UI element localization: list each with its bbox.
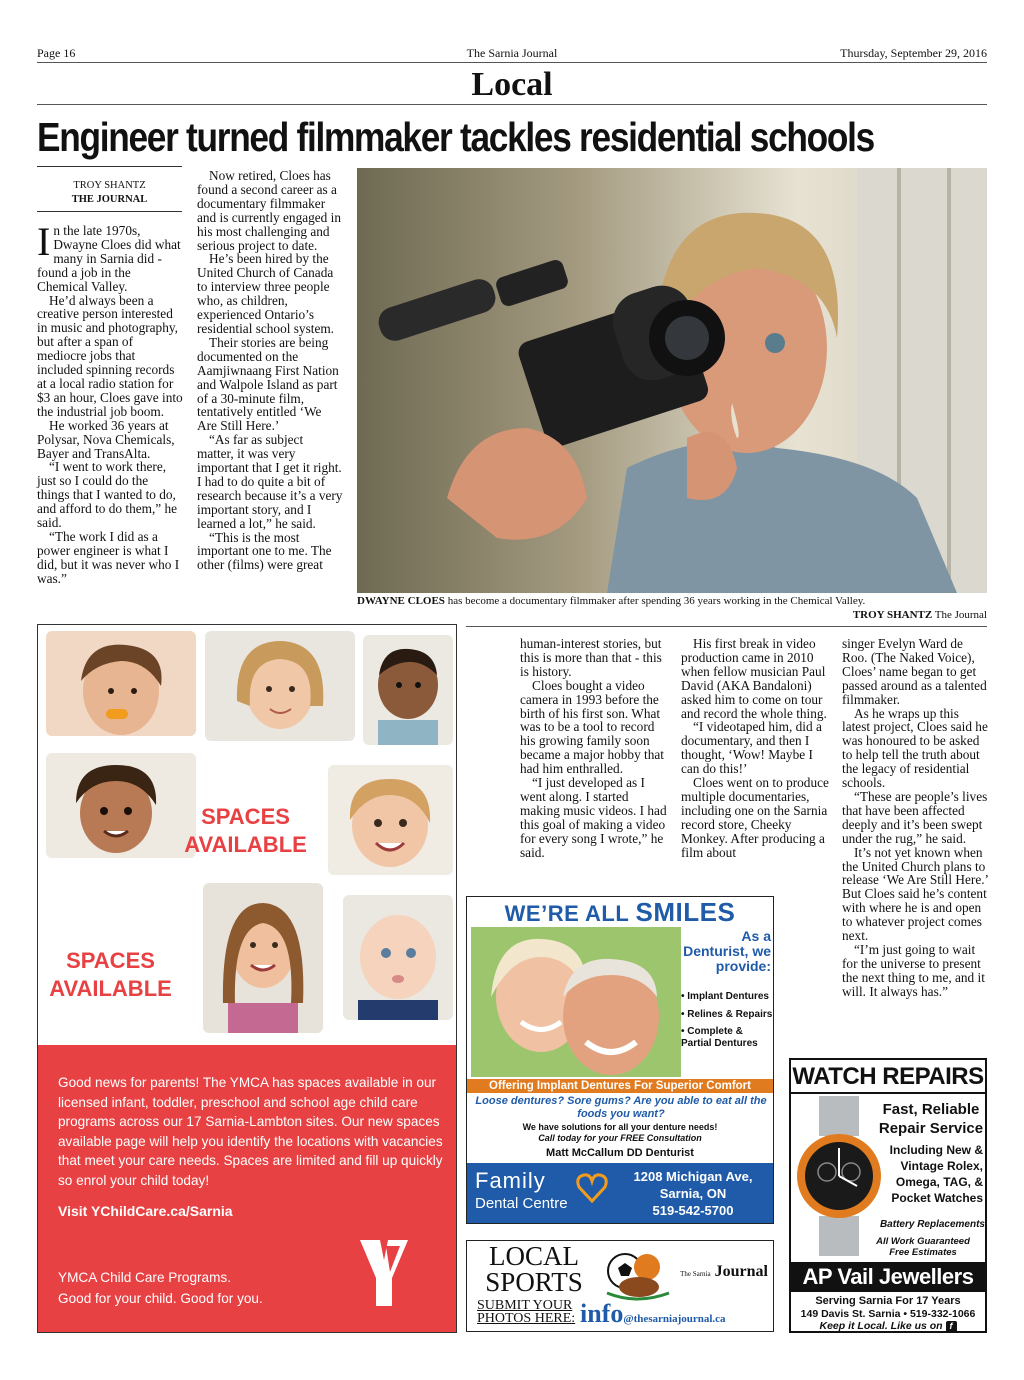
heading-b: SMILES xyxy=(635,897,736,927)
sports-balls-icon xyxy=(597,1245,677,1303)
bullet: Relines & Repairs xyxy=(687,1008,773,1020)
lower-rule xyxy=(466,626,987,627)
watch-store-name: AP Vail Jewellers xyxy=(791,1262,985,1292)
dental-phone: 519-542-5700 xyxy=(652,1203,734,1218)
paragraph: “I videotaped him, did a documentary, and then I thought, ‘Wow! Maybe I can do this!’ xyxy=(681,719,822,777)
child-illustration xyxy=(328,765,453,875)
paragraph: “I’m just going to wait for the universe to present the next thing to me, and it will. It always has.” xyxy=(842,941,985,999)
dental-heading xyxy=(467,897,773,929)
heading-a: WE’RE ALL xyxy=(504,901,629,926)
article-column-3 xyxy=(520,637,668,860)
watch-image xyxy=(793,1096,885,1256)
ymca-link[interactable]: Visit YChildCare.ca/Sarnia xyxy=(58,1203,233,1219)
dental-call: Call today for your FREE Consultation xyxy=(538,1133,702,1143)
paragraph: As he wraps up this latest project, Cloes said he was honoured to be asked to help tell the truth about the legacy of residential schools. xyxy=(842,705,988,791)
paragraph: Cloes bought a video camera in 1993 before the birth of his first son. What was to be a tool to record his growing family soon became a major hobby that had him enthralled. xyxy=(520,677,664,777)
email-a: info xyxy=(580,1299,624,1328)
ymca-ad[interactable] xyxy=(37,624,457,1333)
spaces-available-1: SPACES AVAILABLE xyxy=(184,804,307,857)
sports-line-1: LOCAL xyxy=(489,1241,579,1271)
paragraph: He’d always been a creative person interested in music and photography, but after a span of mediocre jobs that included spinning records at a local radio station for $3 an hour, Cloes gave into the industrial job boom. xyxy=(37,292,183,419)
tagline-1: YMCA Child Care Programs. xyxy=(58,1270,231,1285)
watch-guarantee xyxy=(861,1236,985,1258)
paragraph: “This is the most important one to me. The other (films) were great xyxy=(197,529,332,573)
sports-line-2: SPORTS xyxy=(485,1267,583,1297)
issue-date: Thursday, September 29, 2016 xyxy=(840,46,987,60)
watch-fast: Fast, Reliable Repair Service xyxy=(878,1101,984,1137)
dental-banner: Offering Implant Dentures For Superior Comfort xyxy=(467,1079,773,1093)
child-photo xyxy=(328,765,453,875)
paragraph: “The work I did as a power engineer is what I did, but it was never who I was.” xyxy=(37,528,180,586)
ymca-logo-icon xyxy=(358,1238,410,1308)
email-b: @thesarniajournal.ca xyxy=(623,1313,726,1325)
header-rule xyxy=(37,62,987,63)
byline xyxy=(37,179,182,207)
guarantee-line: All Work Guaranteed xyxy=(876,1236,970,1247)
dental-solutions: We have solutions for all your denture needs! xyxy=(522,1122,718,1132)
ymca-tagline xyxy=(58,1267,263,1309)
dental-footer xyxy=(467,1163,773,1224)
address-line-1: 1208 Michigan Ave, xyxy=(633,1169,753,1184)
paragraph: It’s not yet known when the United Church plans to release ‘We Are Still Here.’ But Cloes said he’s content with where he is and open to whatever project comes next. xyxy=(842,844,988,944)
credit-outlet: The Journal xyxy=(934,609,987,621)
drop-cap: I xyxy=(37,219,51,264)
page-number: Page 16 xyxy=(37,46,76,60)
byline-name: TROY SHANTZ xyxy=(73,180,146,191)
paragraph: “These are people’s lives that have been affected deeply and it’s been swept under the rug,” he said. xyxy=(842,788,988,846)
child-photo xyxy=(343,895,453,1020)
bullet: Implant Dentures xyxy=(687,991,769,1002)
watch-serving: Serving Sarnia For 17 Years xyxy=(815,1295,961,1307)
paragraph: “As far as subject matter, it was very important that I get it right. I had to do quite a bit of research because it’s a very important story, and I learned a lot,” he said. xyxy=(197,432,343,531)
dental-brand-1: Family xyxy=(475,1168,546,1193)
paragraph: “I went to work there, just so I could do the things that I wanted to do, and afford to do them,” he said. xyxy=(37,459,178,531)
article-column-2 xyxy=(197,169,343,572)
keep-local-text: Keep it Local. Like us on xyxy=(819,1320,943,1332)
section-rule xyxy=(37,104,987,105)
dental-doctor: Matt McCallum DD Denturist xyxy=(546,1147,694,1159)
free-estimates: Free Estimates xyxy=(889,1247,957,1258)
child-illustration xyxy=(203,883,323,1033)
paragraph: n the late 1970s, Dwayne Cloes did what many in Sarnia did - found a job in the Chemical Valley. xyxy=(37,223,181,294)
watch-title: WATCH REPAIRS xyxy=(792,1063,984,1090)
photo-caption xyxy=(357,594,987,608)
headline: Engineer turned filmmaker tackles residential schools xyxy=(37,114,874,160)
photo-illustration xyxy=(357,168,987,593)
dental-question: Loose dentures? Sore gums? Are you able to eat all the foods you want? xyxy=(475,1095,767,1120)
sports-email[interactable] xyxy=(580,1299,726,1329)
watch-address: 149 Davis St. Sarnia • 519-332-1066 xyxy=(800,1308,976,1320)
watch-title-rule xyxy=(791,1092,985,1094)
bullet: Complete & Partial Dentures xyxy=(681,1026,758,1049)
photo-credit xyxy=(853,608,987,622)
caption-text: has become a documentary filmmaker after spending 36 years working in the Chemical Valley. xyxy=(447,595,866,607)
paragraph: He’s been hired by the United Church of Canada to interview three people who, as children, experienced Ontario’s residential school system. xyxy=(197,251,335,336)
couple-photo xyxy=(471,927,681,1077)
dental-ad[interactable] xyxy=(466,896,774,1224)
child-illustration xyxy=(205,631,355,741)
facebook-icon[interactable]: f xyxy=(946,1321,957,1332)
credit-name: TROY SHANTZ xyxy=(852,609,933,621)
paragraph: He worked 36 years at Polysar, Nova Chemicals, Bayer and TransAlta. xyxy=(37,417,175,461)
paragraph: Their stories are being documented on the Aamjiwnaang First Nation and Walpole Island as part of a 30-minute film, tentatively entitled ‘We Are Still Here.’ xyxy=(197,334,339,434)
ymca-body: Good news for parents! The YMCA has spaces available in our licensed infant, toddler, preschool and school age child care programs across our 17 Sarnia-Lambton sites. Our new spaces available page will help you identify the locations with vacancies that meet your care needs. Spaces are limited and fill up quickly so enrol your child today! xyxy=(58,1075,443,1188)
paragraph: Now retired, Cloes has found a second career as a documentary filmmaker and is currently engaged in his most challenging and serious project to date. xyxy=(197,168,341,253)
section-title: Local xyxy=(471,66,553,103)
watch-including: Including New & Vintage Rolex, Omega, TAG, & Pocket Watches xyxy=(889,1143,983,1205)
paragraph: His first break in video production came in 2010 when fellow musician Paul David (AKA Bandaloni) asked him to come on tour and record the whole thing. xyxy=(681,636,827,721)
child-illustration xyxy=(343,895,453,1020)
local-sports-ad[interactable] xyxy=(466,1240,774,1332)
sports-submit: SUBMIT YOUR PHOTOS HERE: xyxy=(477,1298,576,1326)
child-photo xyxy=(46,631,196,736)
address-line-2: Sarnia, ON xyxy=(659,1186,727,1201)
paragraph: singer Evelyn Ward de Roo. (The Naked Voice), Cloes’ name began to get passed around as a talented filmmaker. xyxy=(842,636,987,707)
child-photo xyxy=(205,631,355,741)
tagline-2: Good for your child. Good for you. xyxy=(58,1291,263,1306)
dental-address xyxy=(617,1168,769,1219)
child-photo xyxy=(363,635,453,745)
child-photo xyxy=(46,753,196,858)
child-illustration xyxy=(363,635,453,745)
dental-brand-2: Dental Centre xyxy=(475,1195,568,1212)
byline-rule-bottom xyxy=(37,211,182,212)
paragraph: Cloes went on to produce multiple documentaries, including one on the Sarnia record store, Cheeky Monkey. After producing a film about xyxy=(681,775,829,860)
article-column-5 xyxy=(842,637,988,999)
logo-small: The Sarnia xyxy=(680,1270,711,1278)
dental-bullets: • Implant Dentures • Relines & Repairs • Complete & Partial Dentures xyxy=(681,991,773,1049)
byline-rule xyxy=(37,166,182,167)
paper-name: The Sarnia Journal xyxy=(466,46,558,60)
article-column-4 xyxy=(681,637,829,860)
spaces-available-2: SPACES AVAILABLE xyxy=(49,948,172,1001)
journal-logo xyxy=(679,1263,769,1281)
child-photo xyxy=(203,883,323,1033)
article-column-1 xyxy=(37,219,183,586)
child-illustration xyxy=(46,753,196,858)
logo-big: Journal xyxy=(714,1263,768,1280)
child-illustration xyxy=(46,631,196,736)
watch-keep-local xyxy=(791,1320,985,1332)
paragraph: “I just developed as I went along. I started making music videos. I had this goal of making a video for every song I wrote,” he said. xyxy=(520,775,667,860)
dental-provide: As a Denturist, we provide: xyxy=(683,928,771,974)
sports-title xyxy=(479,1243,589,1295)
caption-name: DWAYNE CLOES xyxy=(357,595,445,607)
heart-icon xyxy=(575,1171,609,1205)
cameraman-photo xyxy=(357,168,987,593)
ymca-red-panel xyxy=(38,1045,457,1333)
byline-outlet: THE JOURNAL xyxy=(71,194,148,205)
watch-battery: Battery Replacements xyxy=(879,1219,985,1230)
watch-repairs-ad[interactable] xyxy=(789,1058,987,1333)
paragraph: human-interest stories, but this is more than that - this is history. xyxy=(520,636,662,679)
